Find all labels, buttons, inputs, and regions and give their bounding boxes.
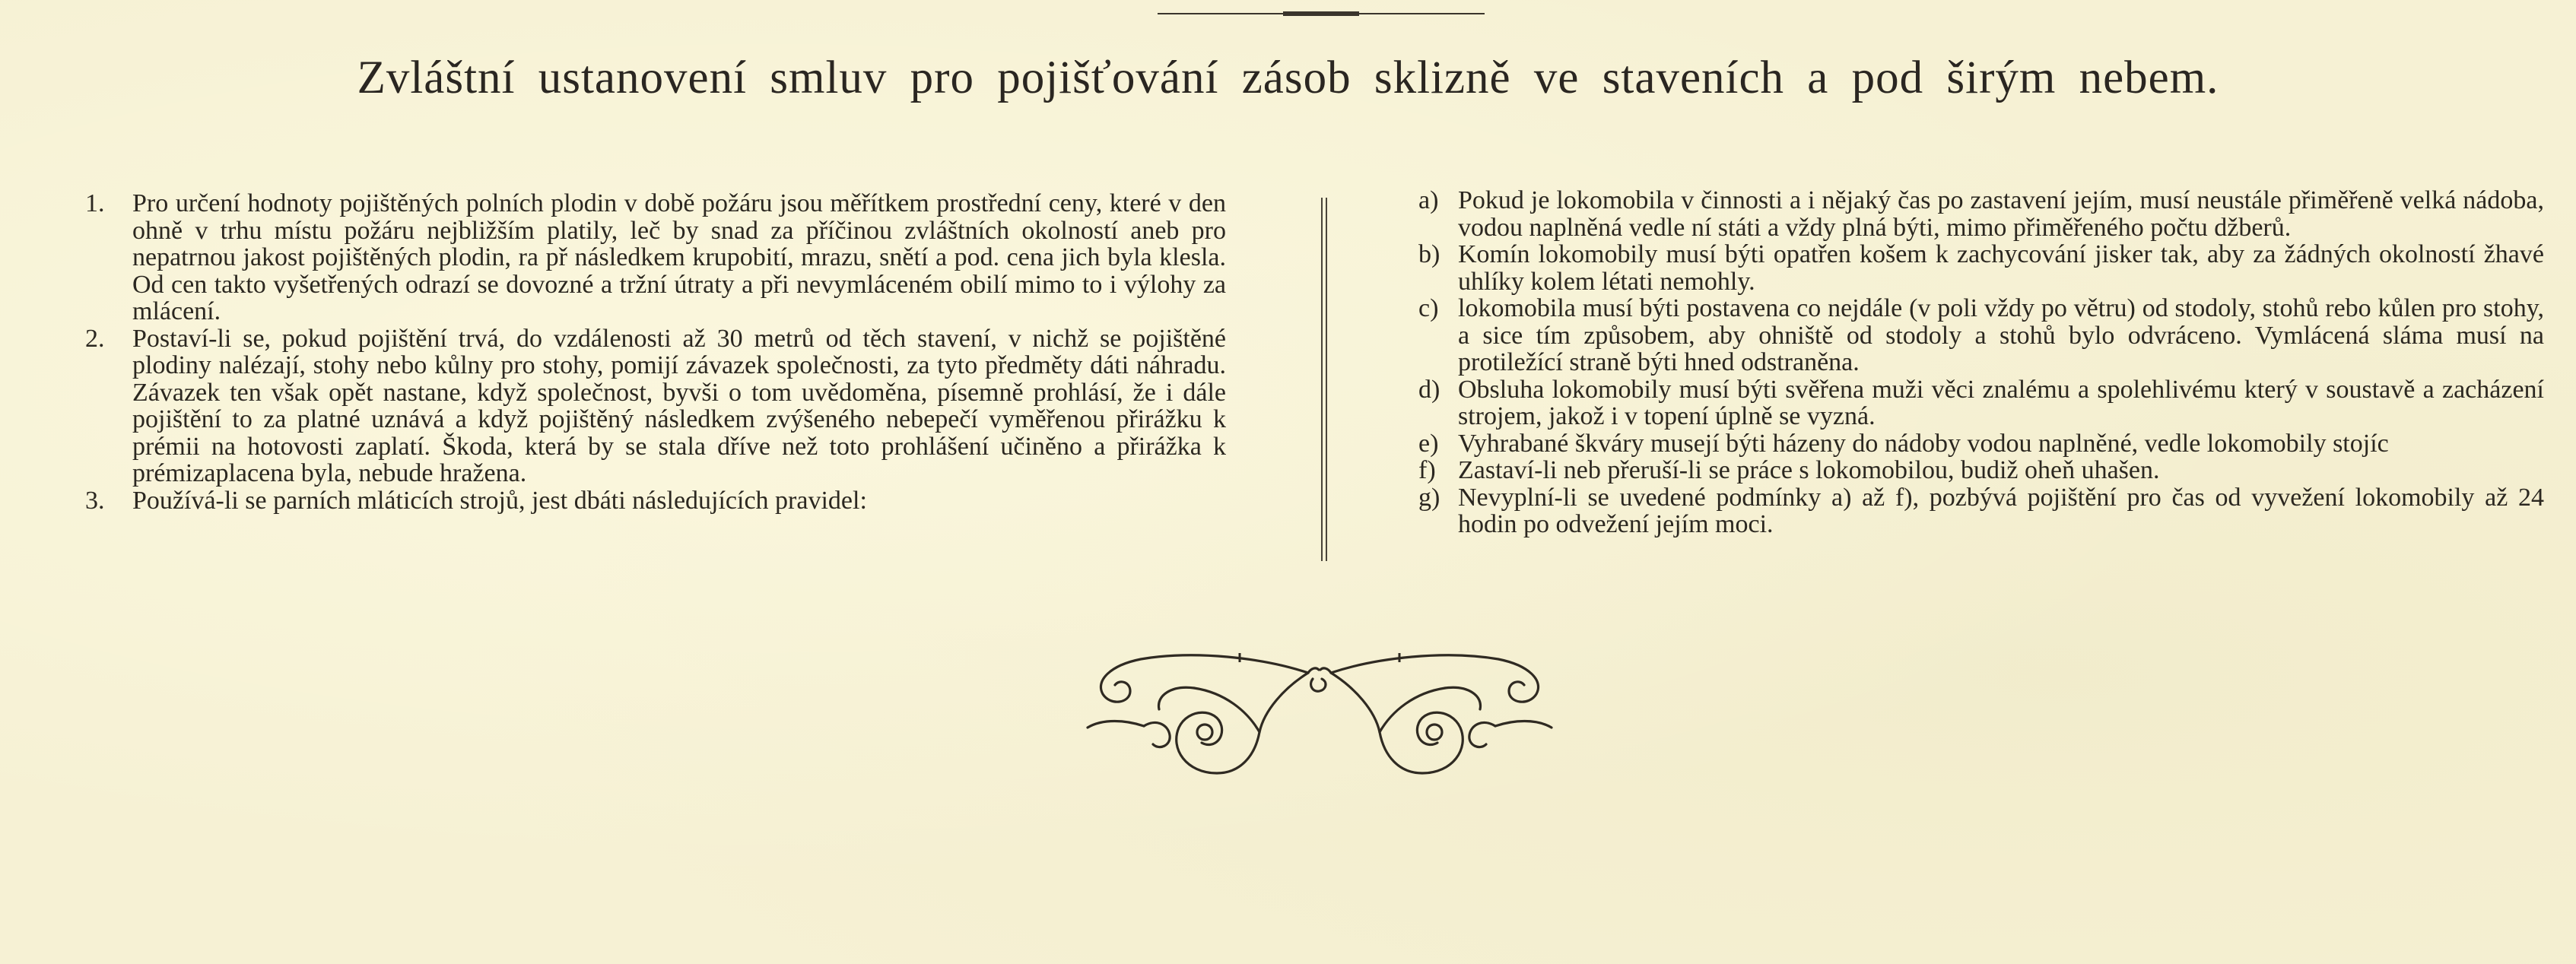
rule-text: Zastaví-li neb přeruší-li se práce s lokomobilou, budiž oheň uhašen. [1458, 456, 2160, 484]
divider-line [1321, 198, 1323, 561]
clause-marker: 1. [85, 189, 105, 217]
rule-text: Obsluha lokomobily musí býti svěřena muži věci znalému a spolehlivému který v soustavě a zacházení strojem, jakož i v topení úplně se vyzná. [1458, 375, 2544, 430]
clause-text: Postaví-li se, pokud pojištění trvá, do vzdálenosti až 30 metrů od těch stavení, v nichž se pojištěné plodiny nalézají, stohy nebo kůlny pro stohy, pomijí závazek společnosti, za tyto předměty dáti náhradu. Závazek ten však opět nastane, když společnost, byvši o tom uvědoměna, písemně prohlásí, že i dále pojištění to za platné uznává a když pojištěný následkem zvýšeného nebepečí vyměřenou přirážku k prémii na hotovosti zaplatí. Škoda, která by se stala dříve než toto prohlášení učiněno a přirážka k prémizaplacena byla, nebude hražena. [132, 324, 1226, 487]
clause-text: Pro určení hodnoty pojištěných polních plodin v době požáru jsou měřítkem prostřední ceny, které v den ohně v trhu místu požáru nejbližším platily, leč by snad za příčinou zvláštních okolností aneb pro nepatrnou jakost pojištěných plodin, ra př následkem krupobití, mrazu, snětí a pod. cena jich byla klesla. Od cen takto vyšetřených odrazí se dovozné a tržní útraty a při nevymláceném obilí mimo to i výlohy za mlácení. [132, 189, 1226, 325]
rule-e [1418, 430, 2544, 458]
rule-marker: b) [1418, 240, 1440, 268]
clause-3 [85, 487, 1226, 515]
rule-marker: a) [1418, 186, 1439, 214]
rule-text: Vyhrabané škváry musejí býti házeny do nádoby vodou naplněné, vedle lokomobily stojíc [1458, 429, 2389, 458]
rule-g [1418, 484, 2544, 538]
rule-b [1418, 241, 2544, 295]
divider-line [1326, 198, 1327, 561]
rule-marker: d) [1418, 375, 1440, 404]
top-decorative-rule [1158, 12, 1485, 15]
clause-marker: 2. [85, 324, 105, 353]
clause-2 [85, 325, 1226, 487]
rule-marker: g) [1418, 483, 1440, 512]
rule-center-bar [1283, 11, 1359, 16]
clause-text: Používá-li se parních mláticích strojů, jest dbáti následujících pravidel: [132, 486, 867, 515]
right-column [1418, 187, 2544, 538]
rule-d [1418, 376, 2544, 430]
left-column [85, 190, 1226, 514]
rule-c [1418, 295, 2544, 376]
rule-text: Nevyplní-li se uvedené podmínky a) až f), pozbývá pojištění pro čas od vyvežení lokomobily až 24 hodin po odvežení jejím moci. [1458, 483, 2544, 538]
column-divider [1321, 198, 1327, 561]
rule-f [1418, 457, 2544, 484]
rule-text: lokomobila musí býti postavena co nejdále (v poli vždy po větru) od stodoly, stohů rebo kůlen pro stohy, a sice tím způsobem, aby ohniště od stodoly a stohů bylo odvráceno. Vymlácená sláma musí na protiležící straně býti hned odstraněna. [1458, 294, 2544, 376]
rule-marker: e) [1418, 429, 1439, 458]
clause-1 [85, 190, 1226, 325]
rule-marker: c) [1418, 294, 1439, 322]
rule-text: Pokud je lokomobila v činnosti a i nějaký čas po zastavení jejím, musí neustále přiměřeně velká nádoba, vodou naplněná vedle ní státi a vždy plná býti, mimo přiměřeného počtu džberů. [1458, 186, 2544, 242]
document-title: Zvláštní ustanovení smluv pro pojišťování zásob sklizně ve staveních a pod širým nebem. [357, 52, 2219, 103]
rule-a [1418, 187, 2544, 241]
rule-text: Komín lokomobily musí býti opatřen košem k zachycování jisker tak, aby za žádných okolností žhavé uhlíky kolem létati nemohly. [1458, 240, 2544, 296]
scroll-ornament-icon [1080, 642, 1559, 779]
rule-marker: f) [1418, 456, 1436, 484]
clause-marker: 3. [85, 486, 105, 515]
